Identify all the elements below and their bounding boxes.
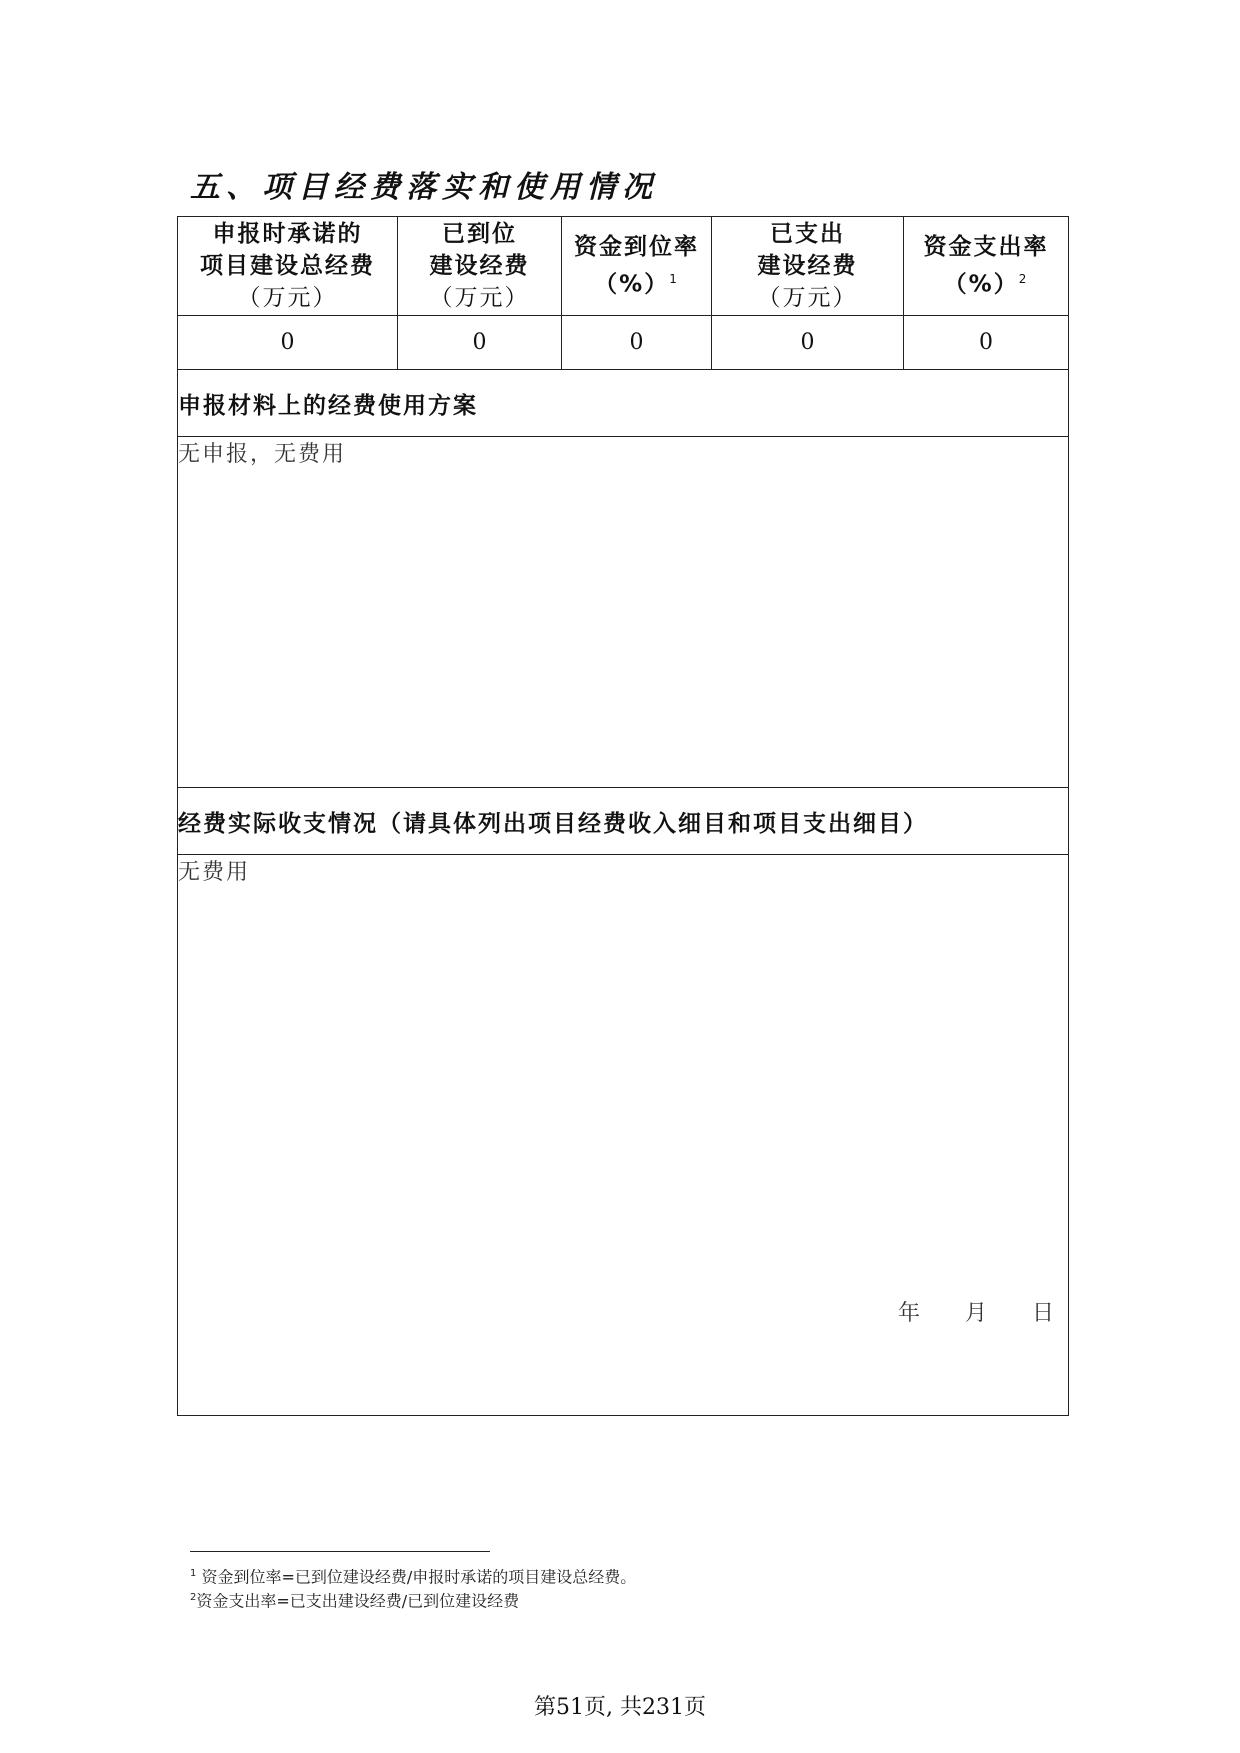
date-year: 年 bbox=[897, 1301, 920, 1326]
footnote-divider bbox=[190, 1551, 490, 1552]
values-row bbox=[178, 316, 1069, 370]
page-number: 第51页, 共231页 bbox=[534, 1695, 706, 1720]
plan-content-row bbox=[178, 437, 1069, 788]
plan-content: 无申报，无费用 bbox=[178, 437, 1069, 788]
value-committed-total: 0 bbox=[178, 316, 398, 370]
header-spent-funds: 已支出 建设经费 （万元） bbox=[712, 217, 904, 316]
value-funding-rate: 0 bbox=[562, 316, 712, 370]
section-title: 五、项目经费落实和使用情况 bbox=[190, 170, 658, 205]
header-funding-rate: 资金到位率 （%）$^1$ bbox=[562, 217, 712, 316]
value-received-funds: 0 bbox=[398, 316, 562, 370]
plan-label-row bbox=[178, 370, 1069, 437]
actual-label: 经费实际收支情况（请具体列出项目经费收入细目和项目支出细目） bbox=[178, 788, 1069, 855]
header-received-funds: 已到位 建设经费 （万元） bbox=[398, 217, 562, 316]
value-spending-rate: 0 bbox=[904, 316, 1069, 370]
actual-content-row bbox=[178, 855, 1069, 1416]
header-row bbox=[178, 217, 1069, 316]
date-month: 月 bbox=[964, 1301, 987, 1326]
footnote-2: $^2$资金支出率=已支出建设经费/已到位建设经费 bbox=[190, 1591, 520, 1611]
footnote-1: $^1$ 资金到位率=已到位建设经费/申报时承诺的项目建设总经费。 bbox=[190, 1567, 637, 1587]
value-spent-funds: 0 bbox=[712, 316, 904, 370]
header-spending-rate: 资金支出率 （%）$^2$ bbox=[904, 217, 1069, 316]
plan-label: 申报材料上的经费使用方案 bbox=[178, 370, 1069, 437]
footnote-ref-1: 1 bbox=[669, 272, 679, 287]
header-committed-total: 申报时承诺的 项目建设总经费 （万元） bbox=[178, 217, 398, 316]
actual-label-row bbox=[178, 788, 1069, 855]
actual-content: 无费用 bbox=[178, 860, 251, 885]
actual-content-cell bbox=[178, 855, 1069, 1416]
date-day: 日 bbox=[1031, 1301, 1054, 1326]
date-line bbox=[860, 1296, 1054, 1327]
funding-table bbox=[177, 216, 1069, 1416]
footnote-ref-2: 2 bbox=[1018, 272, 1029, 287]
